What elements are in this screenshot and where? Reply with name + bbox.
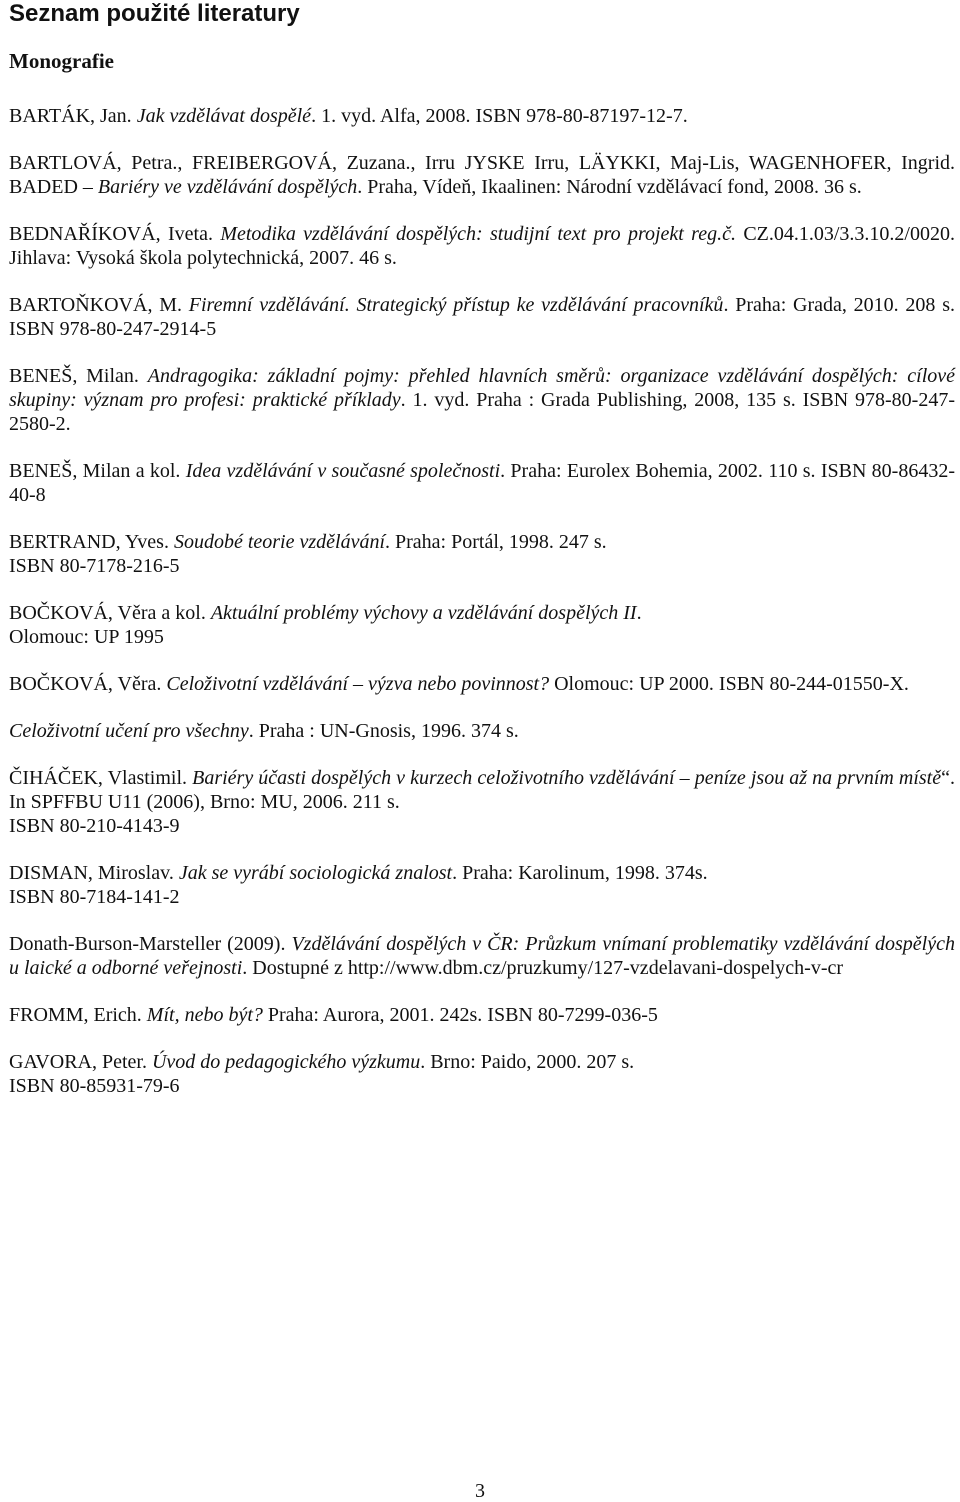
reference-text: ISBN 80-7184-141-2 xyxy=(9,886,180,908)
reference-text: “. In SPFFBU U11 (2006), Brno: MU, 2006. 211 s. xyxy=(9,767,955,813)
reference-text: . Brno: Paido, 2000. 207 s. xyxy=(420,1051,635,1073)
reference-text: . 1. vyd. Alfa, 2008. ISBN 978-80-87197-12-7. xyxy=(311,105,688,127)
reference-text: . Praha: Karolinum, 1998. 374s. xyxy=(452,862,708,884)
reference-text: BARTOŇKOVÁ, M. xyxy=(9,294,189,316)
reference-text: . 1. vyd. Praha : Grada Publishing, 2008, 135 s. ISBN 978-80-247-2580-2. xyxy=(9,389,956,435)
reference-text: FROMM, Erich. xyxy=(9,1004,147,1026)
reference-entry xyxy=(9,601,955,649)
reference-entry xyxy=(9,222,955,270)
reference-title: Bariéry ve vzdělávání dospělých xyxy=(97,176,358,198)
section-heading: Monografie xyxy=(9,49,114,73)
reference-text: . Dostupné z http://www.dbm.cz/pruzkumy/127-vzdelavani-dospelych-v-cr xyxy=(242,957,844,979)
reference-text: BENEŠ, Milan a kol. xyxy=(9,460,186,482)
reference-title: Jak se vyrábí sociologická znalost xyxy=(178,862,453,884)
reference-text: BARTÁK, Jan. xyxy=(9,105,137,127)
reference-text: CZ.04.1.03/3.3.10.2/0020. Jihlava: Vysoká škola polytechnická, 2007. 46 s. xyxy=(9,223,955,269)
reference-text: BEDNAŘÍKOVÁ, Iveta. xyxy=(9,223,221,245)
reference-text: . Praha: Eurolex Bohemia, 2002. 110 s. ISBN 80-86432-40-8 xyxy=(9,460,955,506)
reference-entry xyxy=(9,459,955,507)
reference-text: . Praha : UN-Gnosis, 1996. 374 s. xyxy=(248,720,519,742)
reference-entry xyxy=(9,1003,955,1027)
reference-title: Bariéry účasti dospělých v kurzech celoživotního vzdělávání – peníze jsou až na prvním místě xyxy=(192,767,942,789)
reference-entry xyxy=(9,672,955,696)
reference-text: ISBN 80-7178-216-5 xyxy=(9,555,180,577)
reference-title: Mít, nebo být? xyxy=(146,1004,263,1026)
reference-entry xyxy=(9,104,955,128)
reference-text: BOČKOVÁ, Věra. xyxy=(9,673,167,695)
reference-entry xyxy=(9,719,955,743)
reference-title: Úvod do pedagogického výzkumu xyxy=(151,1051,421,1073)
reference-text: . Praha: Portál, 1998. 247 s. xyxy=(385,531,607,553)
reference-title: Metodika vzdělávání dospělých: studijní text pro projekt reg.č. xyxy=(220,223,736,245)
reference-entry xyxy=(9,364,955,436)
reference-title: Jak vzdělávat dospělé xyxy=(136,105,312,127)
reference-title: Aktuální problémy výchovy a vzdělávání dospělých II xyxy=(210,602,637,624)
reference-title: Firemní vzdělávání. Strategický přístup ke vzdělávání pracovníků xyxy=(188,294,724,316)
reference-text: GAVORA, Peter. xyxy=(9,1051,152,1073)
reference-text: ISBN 80-210-4143-9 xyxy=(9,815,180,837)
reference-title: Celoživotní vzdělávání – výzva nebo povinnost? xyxy=(166,673,550,695)
reference-title: Idea vzdělávání v současné společnosti xyxy=(185,460,501,482)
reference-text: Praha: Aurora, 2001. 242s. ISBN 80-7299-036-5 xyxy=(262,1004,658,1026)
reference-title: Soudobé teorie vzdělávání xyxy=(173,531,386,553)
reference-title: Celoživotní učení pro všechny xyxy=(9,720,249,742)
reference-text: Olomouc: UP 1995 xyxy=(9,626,164,648)
reference-text: . Praha, Vídeň, Ikaalinen: Národní vzdělávací fond, 2008. 36 s. xyxy=(357,176,862,198)
reference-text: ČIHÁČEK, Vlastimil. xyxy=(9,767,193,789)
reference-text: Olomouc: UP 2000. ISBN 80-244-01550-X. xyxy=(549,673,909,695)
reference-list xyxy=(9,104,955,1121)
reference-text: ISBN 80-85931-79-6 xyxy=(9,1075,180,1097)
page-number: 3 xyxy=(475,1480,485,1502)
page-title: Seznam použité literatury xyxy=(9,0,300,27)
reference-text: DISMAN, Miroslav. xyxy=(9,862,179,884)
reference-text: BARTLOVÁ, Petra., FREIBERGOVÁ, Zuzana., Irru JYSKE Irru, LÄYKKI, Maj-Lis, WAGENHOFER, Ingrid. BADED – xyxy=(9,152,955,198)
reference-text: Donath-Burson-Marsteller (2009). xyxy=(9,933,292,955)
reference-entry xyxy=(9,861,955,909)
reference-title: Vzdělávání dospělých v ČR: Průzkum vnímaní problematiky vzdělávání dospělých u laické a odborné veřejnosti xyxy=(9,933,955,979)
reference-entry xyxy=(9,766,955,838)
reference-title: Andragogika: základní pojmy: přehled hlavních směrů: organizace vzdělávání dospělých: cílové skupiny: význam pro profesi: praktické příklady xyxy=(9,365,955,411)
reference-entry xyxy=(9,530,955,578)
reference-text: BENEŠ, Milan. xyxy=(9,365,148,387)
reference-entry xyxy=(9,293,955,341)
reference-text: . Praha: Grada, 2010. 208 s. ISBN 978-80-247-2914-5 xyxy=(9,294,955,340)
reference-text: BOČKOVÁ, Věra a kol. xyxy=(9,602,211,624)
reference-text: BERTRAND, Yves. xyxy=(9,531,174,553)
reference-entry xyxy=(9,151,955,199)
reference-entry xyxy=(9,932,955,980)
reference-text: . xyxy=(636,602,642,624)
reference-entry xyxy=(9,1050,955,1098)
